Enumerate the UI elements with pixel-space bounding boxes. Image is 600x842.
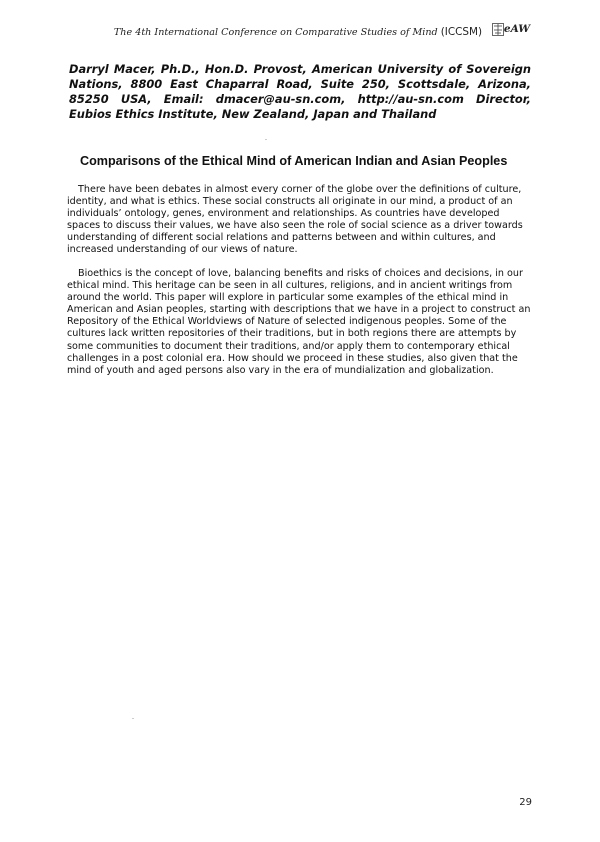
running-header bbox=[114, 26, 482, 38]
page-number: 29 bbox=[519, 797, 532, 808]
abstract-paragraph-2: Bioethics is the concept of love, balancing benefits and risks of choices and decisions, in our ethical mind. This heritage can be seen in all cultures, religions, and in ancient writings from around the world. This paper will explore in particular some examples of the ethical mind in American and Asian peoples, starting with descriptions that we have in a project to construct an Repository of the Ethical Worldviews of Nature of selected indigenous peoples. Some of the cultures lack written repositories of their traditions, but in both regions there are attempts by some communities to document their traditions, and/or apply them to contemporary ethical challenges in a post colonial era. How should we proceed in these studies, also given that the mind of youth and aged persons also vary in the era of mundialization and globalization. bbox=[67, 268, 531, 376]
article-title: Comparisons of the Ethical Mind of American Indian and Asian Peoples bbox=[80, 154, 508, 168]
organization-logo: eAW bbox=[503, 23, 530, 35]
conference-seal-icon bbox=[492, 23, 504, 36]
conference-abbreviation: (ICCSM) bbox=[440, 26, 482, 38]
abstract-paragraph-1: There have been debates in almost every corner of the globe over the definitions of culture, identity, and what is ethics. These social constructs all originate in our mind, a product of an individuals’ ontology, genes, environment and relationships. As countries have developed spaces to discuss their values, we have also seen the role of social science as a driver towards understanding of different social relations and patterns between and within cultures, and increased understanding of our views of nature. bbox=[67, 184, 523, 256]
author-affiliation: Darryl Macer, Ph.D., Hon.D. Provost, American University of Sovereign Nations, 8800 East Chaparral Road, Suite 250, Scottsdale, Arizona, 85250 USA, Email: dmacer@au-sn.com, http://au-sn.com Director, Eubios Ethics Institute, New Zealand, Japan and Thailand bbox=[69, 62, 531, 121]
scan-artifact bbox=[132, 718, 134, 719]
conference-title: The 4th International Conference on Comparative Studies of Mind bbox=[113, 27, 438, 38]
scan-artifact bbox=[265, 139, 267, 140]
